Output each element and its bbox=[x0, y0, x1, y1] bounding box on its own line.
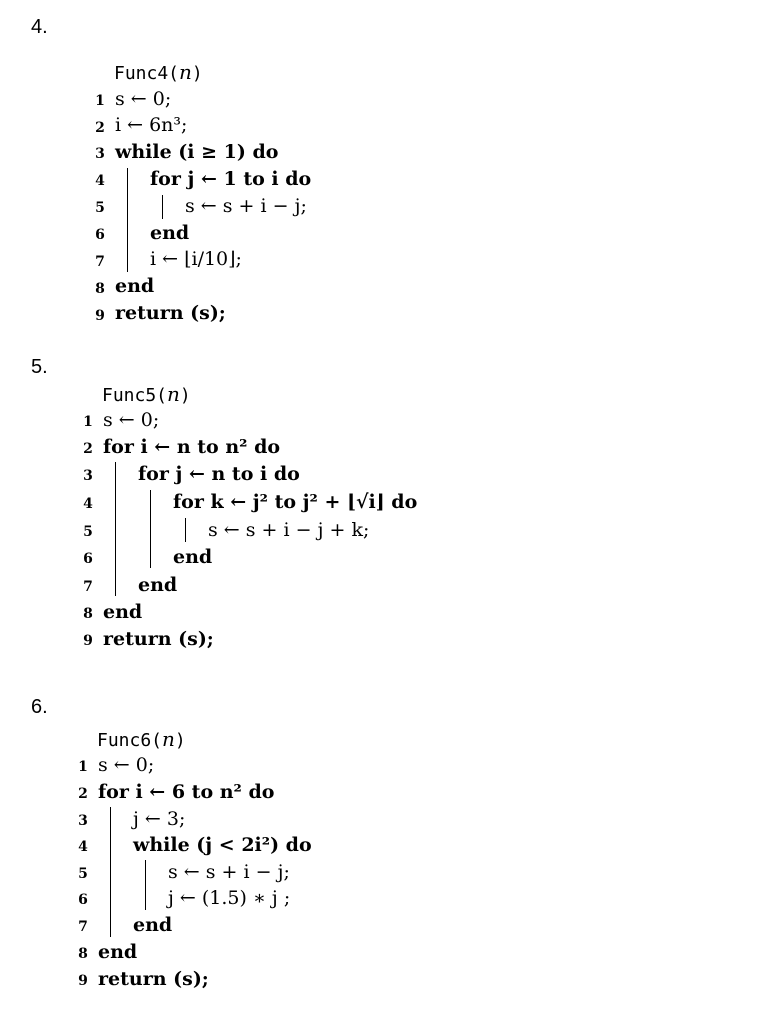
indent-guide bbox=[150, 490, 151, 568]
code-line: return (s); bbox=[115, 302, 226, 324]
indent-guide bbox=[185, 518, 186, 542]
code-line: s ← s + i − j + k; bbox=[208, 519, 370, 541]
code-line: end bbox=[150, 222, 190, 244]
function-title: Func6(n) bbox=[97, 727, 186, 751]
code-line: s ← 0; bbox=[98, 754, 155, 776]
function-title: Func4(n) bbox=[114, 60, 203, 84]
code-line: i ← ⌊i/10⌋; bbox=[150, 248, 242, 270]
line-number: 6 bbox=[95, 227, 105, 243]
code-line: while (i ≥ 1) do bbox=[115, 141, 279, 163]
line-number: 1 bbox=[78, 759, 88, 775]
line-number: 9 bbox=[78, 973, 88, 989]
code-line: return (s); bbox=[98, 968, 209, 990]
line-number: 3 bbox=[78, 813, 88, 829]
indent-guide bbox=[127, 168, 128, 272]
code-line: s ← s + i − j; bbox=[185, 195, 307, 217]
line-number: 7 bbox=[78, 919, 88, 935]
question-number-4: 4. bbox=[31, 16, 48, 38]
line-number: 8 bbox=[95, 281, 105, 297]
line-number: 6 bbox=[83, 551, 93, 567]
line-number: 4 bbox=[78, 839, 88, 855]
line-number: 1 bbox=[83, 414, 93, 430]
code-line: s ← s + i − j; bbox=[168, 861, 290, 883]
code-line: s ← 0; bbox=[103, 409, 160, 431]
code-line: for k ← j² to j² + ⌊√i⌋ do bbox=[173, 491, 418, 513]
code-line: j ← 3; bbox=[133, 808, 186, 830]
code-line: return (s); bbox=[103, 628, 214, 650]
indent-guide bbox=[145, 860, 146, 910]
code-line: end bbox=[173, 546, 213, 568]
indent-guide bbox=[162, 195, 163, 219]
code-line: end bbox=[138, 574, 178, 596]
code-line: j ← (1.5) ∗ j ; bbox=[168, 887, 291, 909]
code-line: for j ← n to i do bbox=[138, 463, 300, 485]
indent-guide bbox=[110, 807, 111, 937]
code-line: s ← 0; bbox=[115, 88, 172, 110]
line-number: 3 bbox=[95, 146, 105, 162]
line-number: 4 bbox=[95, 173, 105, 189]
code-line: for i ← 6 to n² do bbox=[98, 781, 275, 803]
line-number: 5 bbox=[83, 524, 93, 540]
code-line: for i ← n to n² do bbox=[103, 436, 281, 458]
code-line: i ← 6n³; bbox=[115, 114, 188, 136]
code-line: end bbox=[98, 941, 138, 963]
line-number: 2 bbox=[83, 441, 93, 457]
line-number: 8 bbox=[83, 606, 93, 622]
line-number: 5 bbox=[95, 200, 105, 216]
line-number: 9 bbox=[95, 308, 105, 324]
code-line: end bbox=[115, 275, 155, 297]
code-line: end bbox=[133, 914, 173, 936]
line-number: 5 bbox=[78, 866, 88, 882]
line-number: 3 bbox=[83, 468, 93, 484]
line-number: 6 bbox=[78, 892, 88, 908]
code-line: for j ← 1 to i do bbox=[150, 168, 312, 190]
line-number: 7 bbox=[83, 579, 93, 595]
line-number: 7 bbox=[95, 254, 105, 270]
question-number-5: 5. bbox=[31, 356, 48, 378]
code-line: while (j < 2i²) do bbox=[133, 834, 312, 856]
line-number: 2 bbox=[78, 786, 88, 802]
indent-guide bbox=[115, 462, 116, 596]
question-number-6: 6. bbox=[31, 696, 48, 718]
code-line: end bbox=[103, 601, 143, 623]
line-number: 2 bbox=[95, 120, 105, 136]
line-number: 1 bbox=[95, 93, 105, 109]
line-number: 8 bbox=[78, 946, 88, 962]
line-number: 9 bbox=[83, 633, 93, 649]
function-title: Func5(n) bbox=[102, 382, 191, 406]
line-number: 4 bbox=[83, 496, 93, 512]
